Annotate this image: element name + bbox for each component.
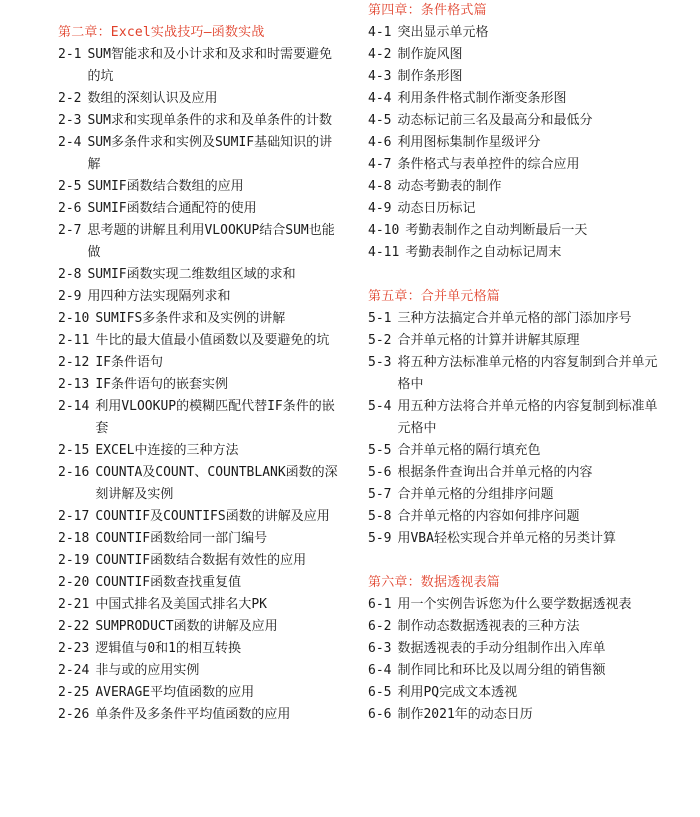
toc-item-number: 2-14: [58, 399, 90, 414]
toc-item: [58, 660, 340, 682]
toc-item-title: 动态标记前三名及最高分和最低分: [397, 113, 593, 128]
toc-item-number: 4-11: [368, 245, 400, 260]
toc-item: [58, 220, 340, 264]
toc-item-number: 2-24: [58, 663, 90, 678]
toc-item-title: 动态日历标记: [397, 201, 476, 216]
toc-item-number: 2-2: [58, 91, 82, 106]
toc-item-number: 2-8: [58, 267, 82, 282]
toc-item: [58, 176, 340, 198]
toc-item-title: 条件格式与表单控件的综合应用: [397, 157, 580, 172]
toc-item-title: 动态考勤表的制作: [397, 179, 502, 194]
toc-item: [368, 506, 668, 528]
toc-item-number: 4-6: [368, 135, 392, 150]
toc-item-number: 2-11: [58, 333, 90, 348]
toc-item: [368, 638, 668, 660]
toc-item-title: 利用VLOOKUP的模糊匹配代替IF条件的嵌套: [95, 399, 335, 436]
chapter-4-title: 第四章：条件格式篇: [368, 3, 487, 18]
toc-item: [368, 242, 668, 264]
toc-item: [58, 374, 340, 396]
toc-item: [368, 594, 668, 616]
toc-item: [368, 352, 668, 396]
toc-item-title: 三种方法搞定合并单元格的部门添加序号: [397, 311, 632, 326]
toc-item-number: 5-1: [368, 311, 392, 326]
toc-item-number: 5-2: [368, 333, 392, 348]
toc-item: [58, 704, 340, 726]
toc-item-title: 考勤表制作之自动标记周末: [405, 245, 562, 260]
toc-item: [58, 308, 340, 330]
toc-item: [368, 220, 668, 242]
toc-item-title: COUNTIF函数给同一部门编号: [95, 531, 268, 546]
toc-item-number: 2-5: [58, 179, 82, 194]
toc-item-number: 5-7: [368, 487, 392, 502]
toc-item: [368, 308, 668, 330]
toc-item-number: 5-3: [368, 355, 392, 370]
toc-item-title: SUMPRODUCT函数的讲解及应用: [95, 619, 278, 634]
toc-item-number: 5-5: [368, 443, 392, 458]
toc-item: [58, 616, 340, 638]
toc-item: [368, 66, 668, 88]
toc-item-title: 合并单元格的隔行填充色: [397, 443, 541, 458]
toc-item-title: 数据透视表的手动分组制作出入库单: [397, 641, 606, 656]
toc-item: [58, 594, 340, 616]
toc-item-number: 5-4: [368, 399, 392, 414]
toc-item: [58, 132, 340, 176]
toc-item: [58, 550, 340, 572]
toc-item-title: 考勤表制作之自动判断最后一天: [405, 223, 588, 238]
toc-item-title: AVERAGE平均值函数的应用: [95, 685, 255, 700]
toc-item-number: 5-9: [368, 531, 392, 546]
toc-item-number: 2-6: [58, 201, 82, 216]
toc-item-number: 2-17: [58, 509, 90, 524]
toc-item-title: 利用PQ完成文本透视: [397, 685, 518, 700]
toc-item-title: COUNTIF函数结合数据有效性的应用: [95, 553, 307, 568]
chapter-6-title: 第六章：数据透视表篇: [368, 575, 501, 590]
toc-item-title: 合并单元格的内容如何排序问题: [397, 509, 580, 524]
toc-item: [368, 176, 668, 198]
toc-item-number: 6-1: [368, 597, 392, 612]
toc-item-number: 4-10: [368, 223, 400, 238]
chapter-5-list: [368, 308, 668, 550]
toc-item-title: SUM多条件求和实例及SUMIF基础知识的讲解: [87, 135, 333, 172]
toc-item: [58, 396, 340, 440]
toc-item-title: 合并单元格的分组排序问题: [397, 487, 554, 502]
toc-item: [368, 44, 668, 66]
toc-item: [58, 198, 340, 220]
toc-item: [368, 22, 668, 44]
toc-item-number: 4-3: [368, 69, 392, 84]
toc-item: [368, 462, 668, 484]
toc-item-title: 用一个实例告诉您为什么要学数据透视表: [397, 597, 632, 612]
toc-item: [58, 352, 340, 374]
toc-item-title: 用VBA轻松实现合并单元格的另类计算: [397, 531, 616, 546]
toc-item-title: 中国式排名及美国式排名大PK: [95, 597, 267, 612]
toc-item: [368, 198, 668, 220]
toc-item-title: IF条件语句: [95, 355, 163, 370]
toc-item: [368, 682, 668, 704]
chapter-6-list: [368, 594, 668, 726]
toc-item: [58, 88, 340, 110]
toc-item-title: SUM智能求和及小计求和及求和时需要避免的坑: [87, 47, 332, 84]
left-column: [58, 0, 340, 748]
toc-item-number: 2-20: [58, 575, 90, 590]
toc-item: [368, 110, 668, 132]
toc-item-title: 思考题的讲解且利用VLOOKUP结合SUM也能做: [87, 223, 335, 260]
toc-item: [58, 638, 340, 660]
toc-item-number: 2-10: [58, 311, 90, 326]
toc-item-title: 用四种方法实现隔列求和: [87, 289, 231, 304]
toc-item-title: COUNTA及COUNT、COUNTBLANK函数的深刻讲解及实例: [95, 465, 338, 502]
toc-item-number: 2-3: [58, 113, 82, 128]
chapter-2-section: [58, 22, 340, 726]
toc-item: [58, 264, 340, 286]
chapter-2-list: [58, 44, 340, 726]
toc-item-number: 4-2: [368, 47, 392, 62]
toc-item-number: 6-4: [368, 663, 392, 678]
toc-item-title: 将五种方法标准单元格的内容复制到合并单元格中: [397, 355, 658, 392]
toc-item: [58, 462, 340, 506]
toc-item-number: 6-6: [368, 707, 392, 722]
toc-item-number: 6-5: [368, 685, 392, 700]
chapter-4-section: [368, 0, 668, 264]
chapter-5-section: [368, 286, 668, 550]
toc-item-number: 5-8: [368, 509, 392, 524]
toc-item-number: 2-19: [58, 553, 90, 568]
toc-item: [58, 110, 340, 132]
toc-item-title: SUMIF函数实现二维数组区域的求和: [87, 267, 296, 282]
toc-item: [368, 660, 668, 682]
toc-item-number: 2-15: [58, 443, 90, 458]
toc-item-number: 6-2: [368, 619, 392, 634]
toc-item-number: 4-5: [368, 113, 392, 128]
toc-item-number: 2-26: [58, 707, 90, 722]
chapter-6-section: [368, 572, 668, 726]
toc-item-number: 2-22: [58, 619, 90, 634]
toc-item: [58, 528, 340, 550]
toc-item-number: 2-21: [58, 597, 90, 612]
toc-item: [368, 132, 668, 154]
toc-item-title: 制作条形图: [397, 69, 463, 84]
toc-item-title: 制作同比和环比及以周分组的销售额: [397, 663, 606, 678]
toc-item-title: EXCEL中连接的三种方法: [95, 443, 239, 458]
toc-item-title: SUMIF函数结合数组的应用: [87, 179, 244, 194]
chapter-4-list: [368, 22, 668, 264]
toc-item-title: COUNTIF函数查找重复值: [95, 575, 242, 590]
toc-item: [368, 704, 668, 726]
toc-item: [58, 682, 340, 704]
chapter-2-title: 第二章：Excel实战技巧—函数实战: [58, 25, 265, 40]
toc-item-number: 5-6: [368, 465, 392, 480]
toc-item-title: 用五种方法将合并单元格的内容复制到标准单元格中: [397, 399, 658, 436]
toc-item-title: COUNTIF及COUNTIFS函数的讲解及应用: [95, 509, 330, 524]
toc-item: [368, 484, 668, 506]
toc-item-title: 逻辑值与0和1的相互转换: [95, 641, 241, 656]
toc-item-number: 2-9: [58, 289, 82, 304]
toc-item-title: 制作动态数据透视表的三种方法: [397, 619, 580, 634]
toc-item-title: 根据条件查询出合并单元格的内容: [397, 465, 593, 480]
toc-item-title: 牛比的最大值最小值函数以及要避免的坑: [95, 333, 330, 348]
toc-item: [368, 396, 668, 440]
toc-item-number: 2-16: [58, 465, 90, 480]
toc-item-title: 非与或的应用实例: [95, 663, 200, 678]
toc-item: [58, 44, 340, 88]
toc-item-number: 2-1: [58, 47, 82, 62]
toc-item-title: 突出显示单元格: [397, 25, 489, 40]
toc-item-number: 4-8: [368, 179, 392, 194]
toc-item-number: 2-7: [58, 223, 82, 238]
toc-item-number: 2-25: [58, 685, 90, 700]
toc-item-title: 合并单元格的计算并讲解其原理: [397, 333, 580, 348]
toc-item-number: 2-18: [58, 531, 90, 546]
toc-item-title: 数组的深刻认识及应用: [87, 91, 218, 106]
toc-item-title: 制作2021年的动态日历: [397, 707, 533, 722]
toc-item: [368, 528, 668, 550]
toc-item-title: 利用条件格式制作渐变条形图: [397, 91, 567, 106]
toc-item-number: 2-23: [58, 641, 90, 656]
chapter-5-title: 第五章：合并单元格篇: [368, 289, 501, 304]
toc-item: [368, 330, 668, 352]
toc-item: [368, 154, 668, 176]
toc-item-number: 2-12: [58, 355, 90, 370]
toc-item: [58, 286, 340, 308]
toc-item: [58, 440, 340, 462]
toc-item-number: 4-7: [368, 157, 392, 172]
toc-item-number: 2-4: [58, 135, 82, 150]
toc-item-title: SUM求和实现单条件的求和及单条件的计数: [87, 113, 332, 128]
toc-item-title: SUMIFS多条件求和及实例的讲解: [95, 311, 286, 326]
toc-item: [58, 330, 340, 352]
toc-item: [58, 506, 340, 528]
toc-item-title: 制作旋风图: [397, 47, 463, 62]
toc-item-title: 单条件及多条件平均值函数的应用: [95, 707, 291, 722]
toc-item: [368, 616, 668, 638]
toc-item-title: SUMIF函数结合通配符的使用: [87, 201, 257, 216]
toc-item-number: 4-9: [368, 201, 392, 216]
right-column: [368, 0, 668, 748]
toc-item-title: IF条件语句的嵌套实例: [95, 377, 228, 392]
toc-item: [368, 88, 668, 110]
toc-item-number: 2-13: [58, 377, 90, 392]
toc-item-number: 6-3: [368, 641, 392, 656]
toc-item: [58, 572, 340, 594]
toc-item-title: 利用图标集制作星级评分: [397, 135, 541, 150]
toc-item-number: 4-1: [368, 25, 392, 40]
toc-item-number: 4-4: [368, 91, 392, 106]
toc-item: [368, 440, 668, 462]
